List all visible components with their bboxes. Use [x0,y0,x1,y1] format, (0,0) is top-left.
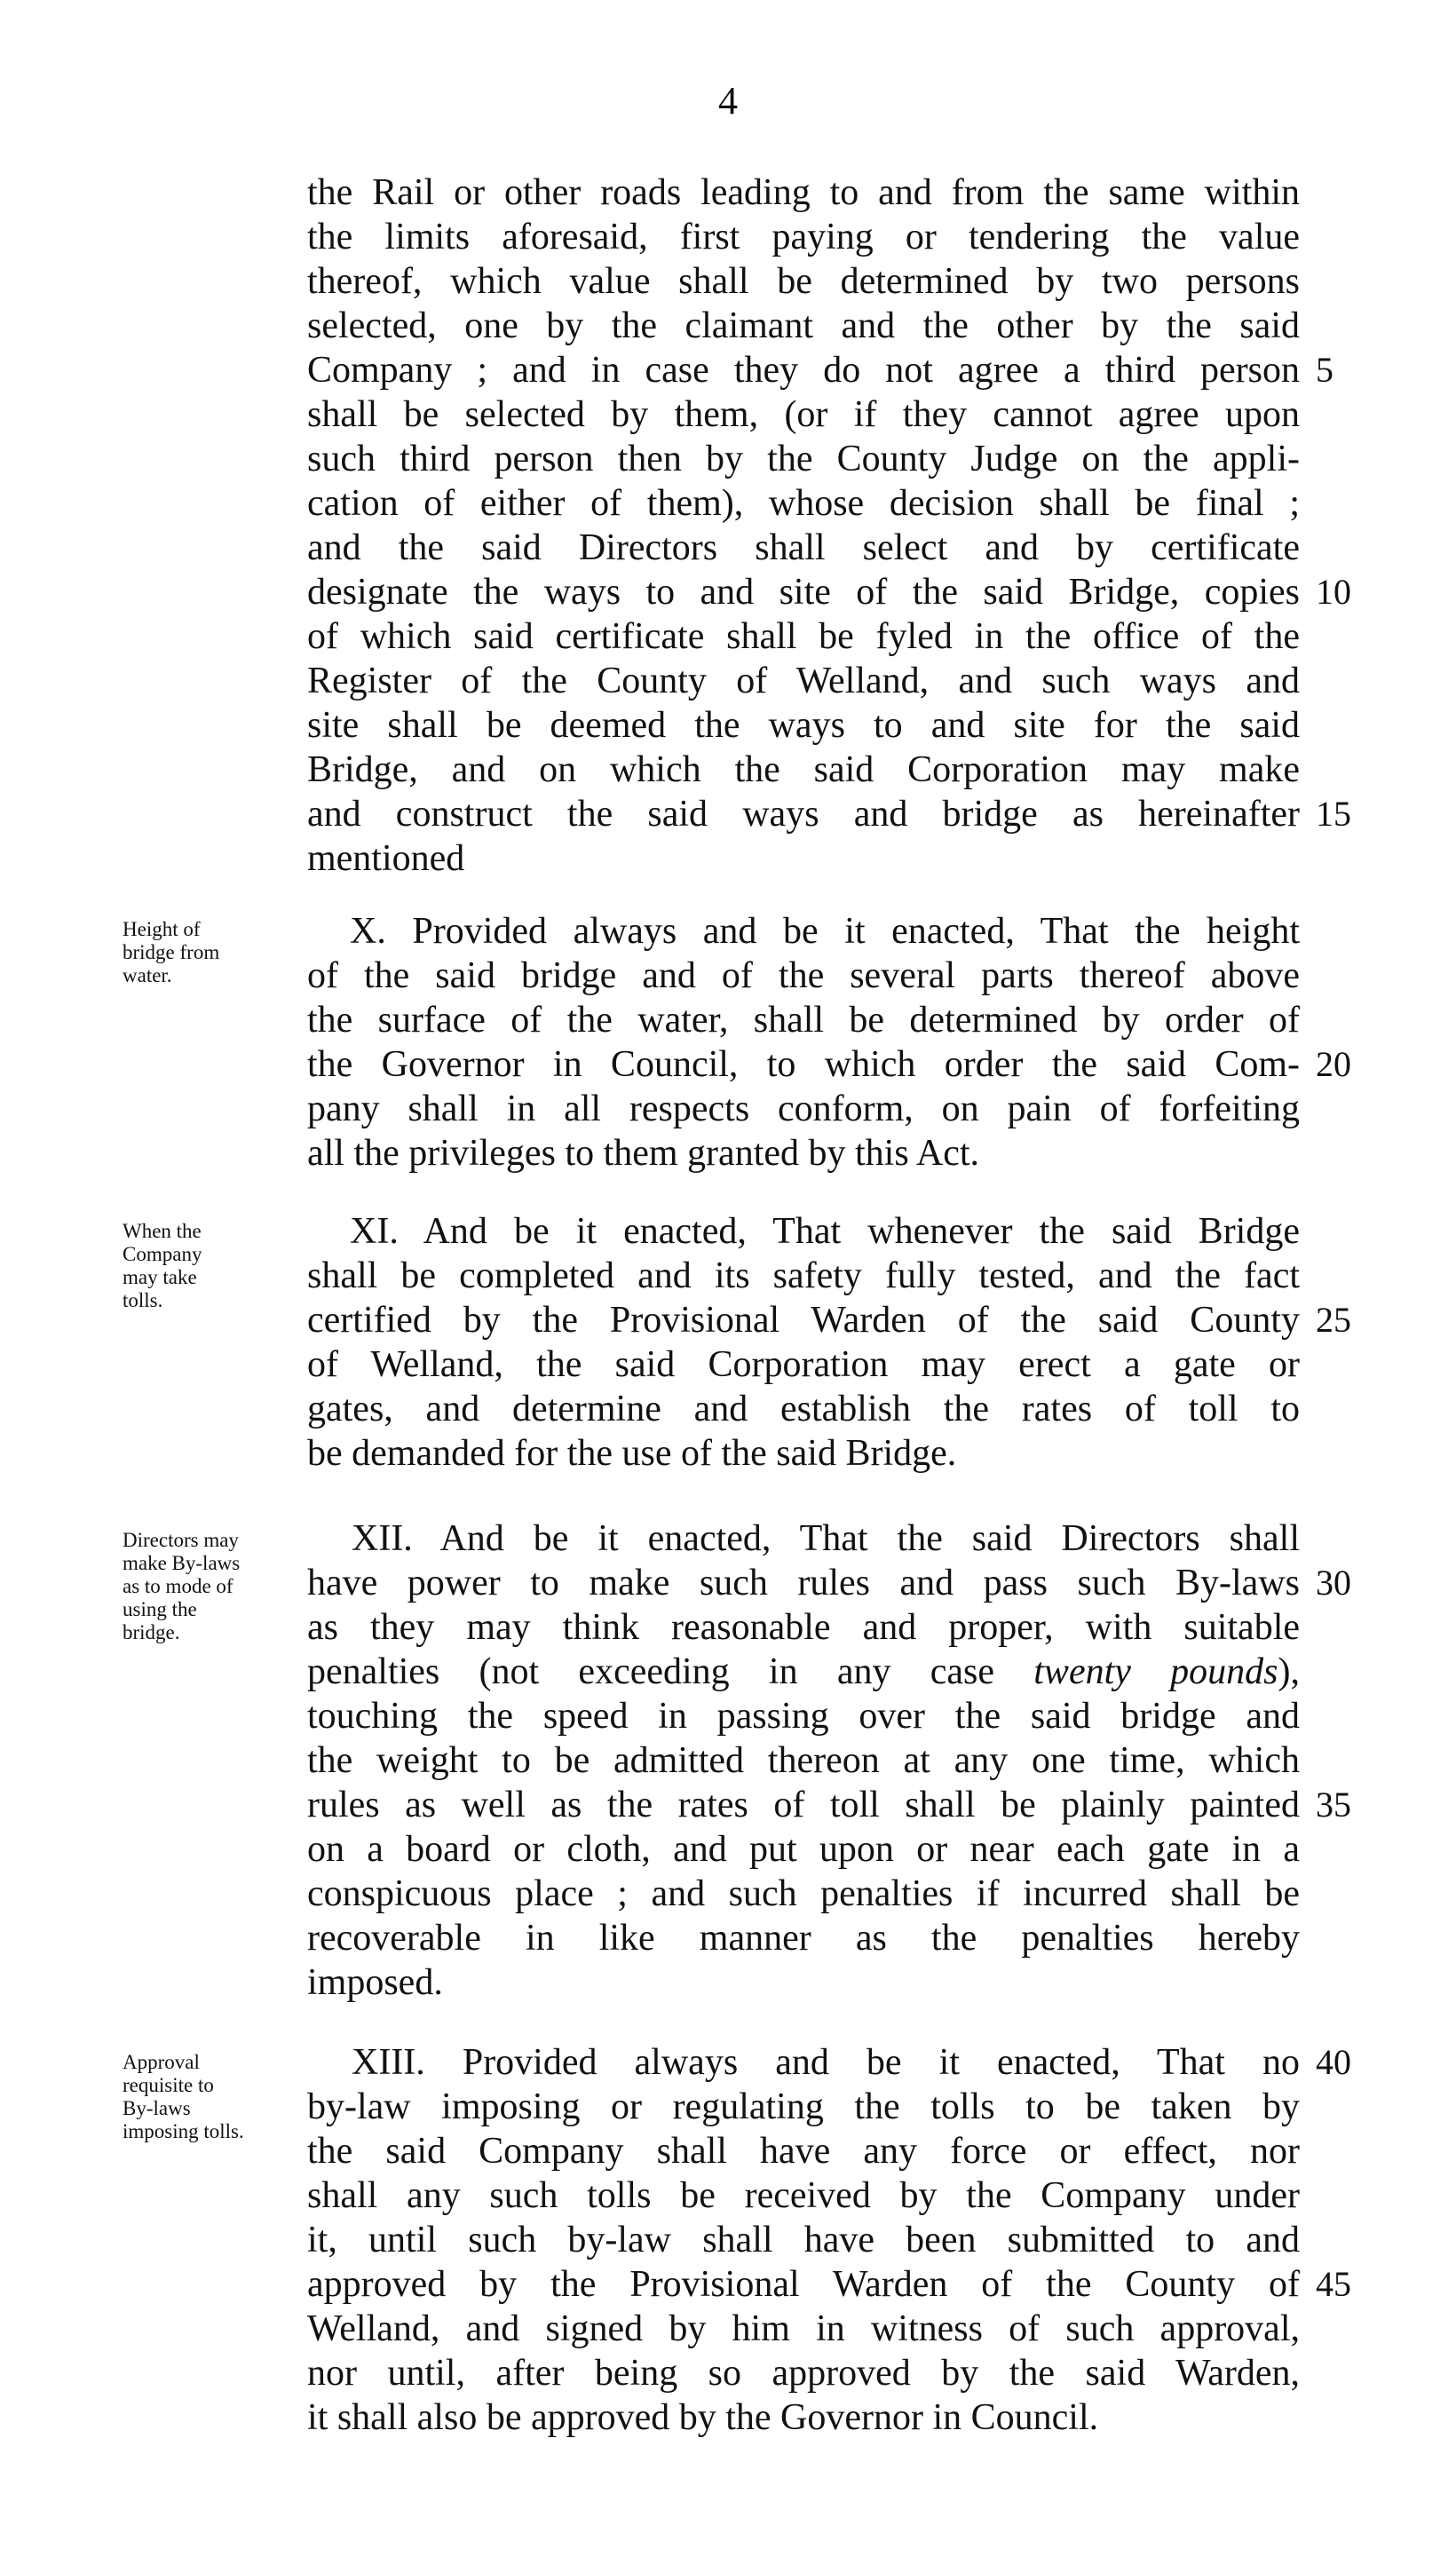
text-line: shall be selected by them, (or if they cannot agree upon [307,394,1300,435]
text-span: ), [1278,1651,1300,1692]
text-line: and the said Directors shall select and by certificate [307,527,1300,568]
margin-note-line: water. [123,964,172,986]
margin-note-line: Approval [123,2051,200,2073]
margin-note-line: make By-laws [123,1552,241,1574]
text-line: Bridge, and on which the said Corporation may make [307,749,1300,790]
text-line: XII. And be it enacted, That the said Directors shall [352,1518,1300,1559]
text-line: on a board or cloth, and put upon or near each gate in a [307,1829,1300,1870]
text-line: the Rail or other roads leading to and from the same within [307,172,1300,213]
text-line: the said Company shall have any force or effect, nor [307,2131,1300,2172]
text-line: by-law imposing or regulating the tolls to be taken by [307,2086,1300,2127]
section-xii [307,1516,1300,2005]
line-number-35: 35 [1316,1785,1351,1825]
text-line: pany shall in all respects conform, on pain of forfeiting [307,1089,1300,1129]
text-line: and construct the said ways and bridge as hereinafter [307,794,1300,835]
margin-note-line: Company [123,1243,202,1265]
margin-note-line: requisite to [123,2074,214,2096]
text-line: Register of the County of Welland, and such ways and [307,661,1300,701]
text-line: it, until such by-law shall have been submitted to and [307,2220,1300,2260]
text-line: selected, one by the claimant and the other by the said [307,305,1300,346]
margin-note-line: bridge from [123,941,220,963]
margin-note-line: imposing tolls. [123,2120,244,2142]
text-line: mentioned [307,838,465,879]
margin-note-line: Height of [123,918,201,940]
margin-note-line: bridge. [123,1621,180,1643]
text-line: all the privileges to them granted by this Act. [307,1133,980,1174]
text-line: of the said bridge and of the several parts thereof above [307,955,1300,996]
text-line: nor until, after being so approved by the said Warden, [307,2353,1300,2394]
margin-note-directors-by-laws [123,1529,300,1644]
text-line: have power to make such rules and pass such By-laws [307,1563,1300,1603]
margin-note-line: By-laws [123,2097,191,2119]
italic-phrase: twenty pounds [1033,1651,1278,1692]
text-line: XIII. Provided always and be it enacted, That no [352,2042,1300,2083]
text-line: Welland, and signed by him in witness of such approval, [307,2308,1300,2349]
margin-note-line: may take [123,1266,197,1288]
text-line: the limits aforesaid, first paying or tendering the value [307,217,1300,257]
text-line: XI. And be it enacted, That whenever the said Bridge [350,1211,1300,1252]
line-number-25: 25 [1316,1300,1351,1340]
text-line: the surface of the water, shall be determined by order of [307,1000,1300,1041]
line-number-40: 40 [1316,2042,1351,2082]
text-line-with-italic [307,1650,1300,1694]
text-line: the Governor in Council, to which order the said Com- [307,1044,1300,1085]
page-number: 4 [718,79,738,123]
section-xi [307,1209,1300,1476]
text-line: it shall also be approved by the Governor in Council. [307,2397,1099,2438]
line-number-10: 10 [1316,572,1351,612]
text-line: shall any such tolls be received by the Company under [307,2175,1300,2216]
section-xiii [307,2040,1300,2440]
text-line: recoverable in like manner as the penalties hereby [307,1918,1300,1959]
text-line: gates, and determine and establish the rates of toll to [307,1389,1300,1429]
line-number-45: 45 [1316,2264,1351,2304]
section-x [307,909,1300,1176]
text-line: designate the ways to and site of the said Bridge, copies [307,572,1300,613]
margin-note-line: as to mode of [123,1575,233,1597]
text-line: imposed. [307,1962,443,2003]
text-line: conspicuous place ; and such penalties if incurred shall be [307,1873,1300,1914]
line-number-15: 15 [1316,794,1351,834]
text-line: Company ; and in case they do not agree a third person [307,350,1300,391]
text-line: touching the speed in passing over the said bridge and [307,1696,1300,1737]
margin-note-when-company-may-take-tolls [123,1220,300,1312]
text-line: thereof, which value shall be determined by two persons [307,261,1300,302]
margin-note-line: Directors may [123,1529,239,1551]
text-line: such third person then by the County Judge on the appli- [307,439,1300,479]
text-line: approved by the Provisional Warden of the County of [307,2264,1300,2305]
text-line: of Welland, the said Corporation may erect a gate or [307,1344,1300,1385]
text-line: cation of either of them), whose decision shall be final ; [307,483,1300,524]
paragraph-continuation [307,170,1300,881]
text-line: be demanded for the use of the said Bridge. [307,1433,957,1474]
text-line: rules as well as the rates of toll shall be plainly painted [307,1785,1300,1825]
text-line: site shall be deemed the ways to and site for the said [307,705,1300,746]
text-line: the weight to be admitted thereon at any one time, which [307,1740,1300,1781]
text-line: certified by the Provisional Warden of the said County [307,1300,1300,1341]
text-line: shall be completed and its safety fully tested, and the fact [307,1255,1300,1296]
text-span: penalties (not exceeding in any case [307,1651,1034,1692]
text-line: of which said certificate shall be fyled in the office of the [307,616,1300,657]
margin-note-height-of-bridge [123,918,300,987]
line-number-5: 5 [1316,350,1333,390]
text-line: as they may think reasonable and proper, with suitable [307,1607,1300,1648]
margin-note-line: When the [123,1220,202,1242]
margin-note-line: tolls. [123,1289,163,1311]
line-number-30: 30 [1316,1563,1351,1603]
margin-note-approval-requisite [123,2051,300,2143]
line-number-20: 20 [1316,1044,1351,1084]
margin-note-line: using the [123,1598,197,1620]
text-line: X. Provided always and be it enacted, That the height [350,911,1300,952]
